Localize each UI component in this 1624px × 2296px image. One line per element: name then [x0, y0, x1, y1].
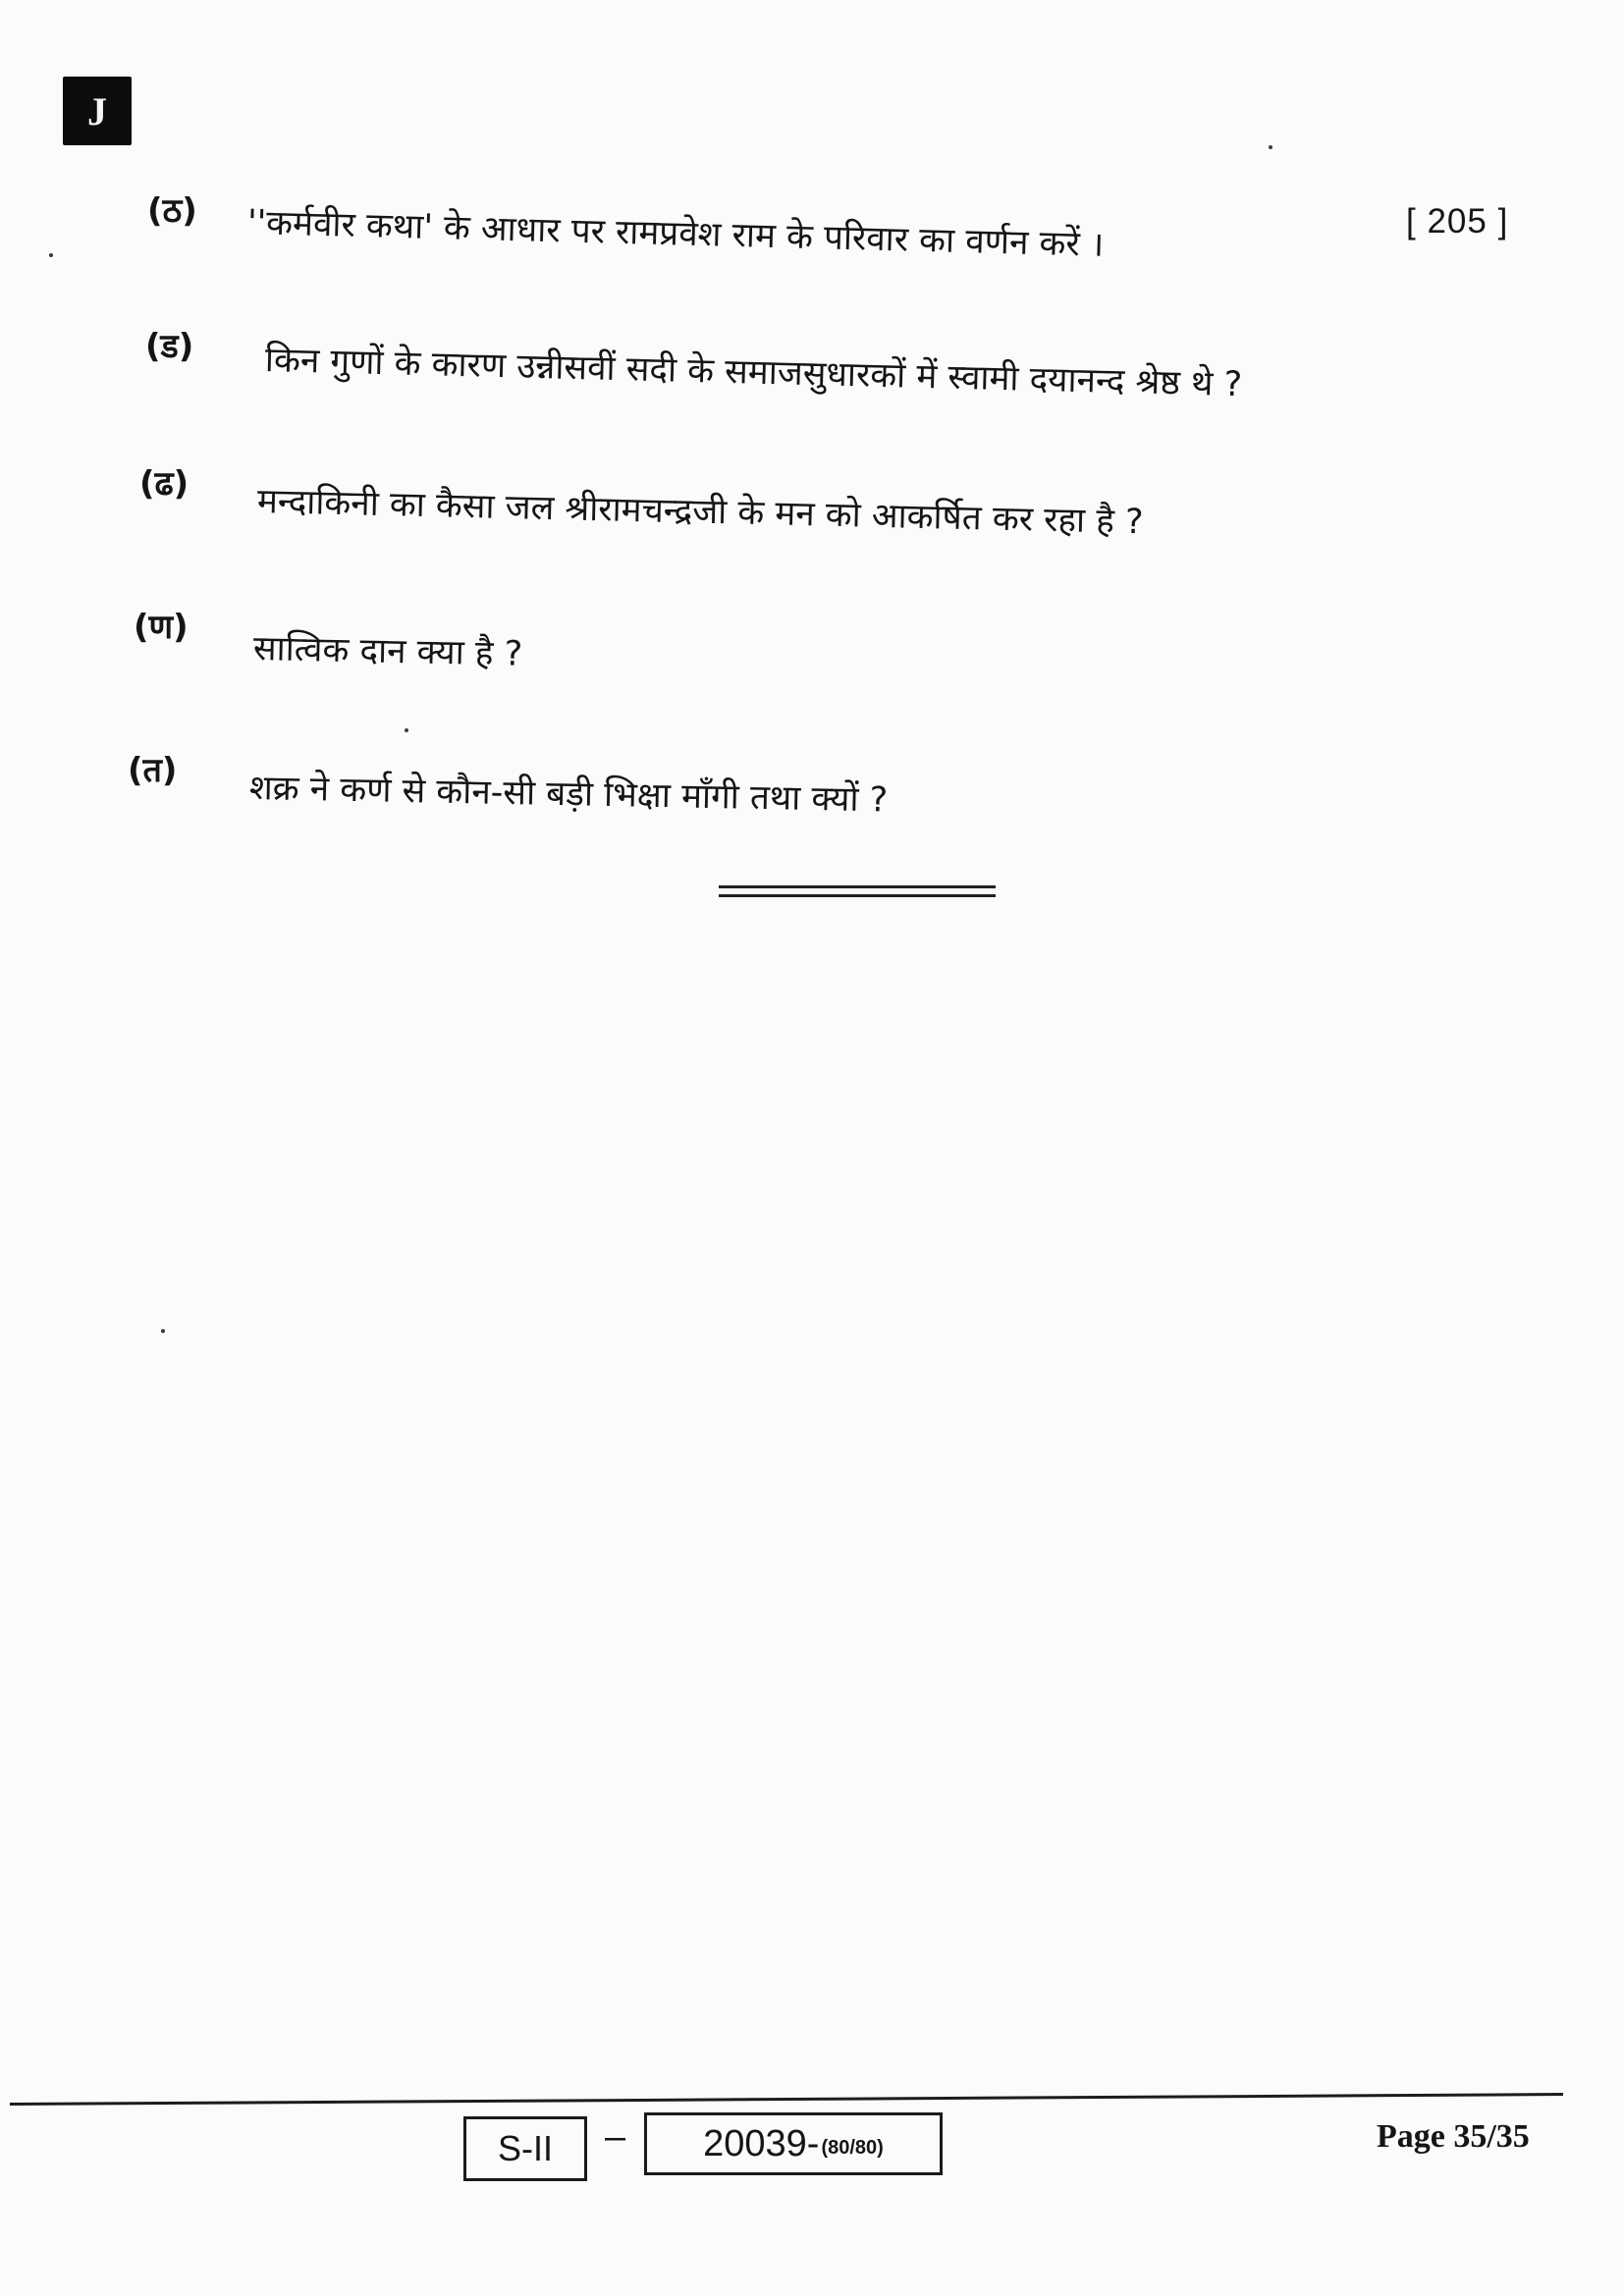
scan-speck	[49, 253, 53, 257]
question-item	[0, 738, 1624, 827]
paper-code: 20039-	[703, 2122, 820, 2164]
scan-speck	[1269, 145, 1272, 149]
question-text: मन्दाकिनी का कैसा जल श्रीरामचन्द्रजी के मन को आकर्षित कर रहा है ?	[256, 482, 1144, 543]
scan-speck	[405, 728, 408, 732]
question-label: (ठ)	[147, 191, 197, 231]
series-box	[463, 2116, 587, 2181]
question-text: किन गुणों के कारण उन्नीसवीं सदी के समाजसुधारकों में स्वामी दयानन्द श्रेष्ठ थे ?	[264, 341, 1243, 405]
question-text: सात्विक दान क्या है ?	[252, 629, 523, 674]
question-item	[0, 177, 1624, 265]
paper-code-suffix: (80/80)	[821, 2136, 884, 2159]
question-text: शक्र ने कर्ण से कौन-सी बड़ी भिक्षा माँगी तथा क्यों ?	[248, 769, 889, 821]
set-badge: J	[63, 77, 132, 145]
footer-separator: –	[605, 2116, 626, 2158]
question-label: (ड)	[145, 327, 194, 366]
question-label: (त)	[128, 751, 178, 790]
question-label: (ढ)	[139, 464, 189, 504]
footer-rule	[10, 2093, 1563, 2106]
marks-label: [ 205 ]	[1406, 202, 1509, 240]
page-number: Page 35/35	[1377, 2118, 1530, 2155]
paper-code-box	[644, 2112, 943, 2175]
question-item	[0, 591, 1624, 679]
question-label: (ण)	[134, 608, 189, 647]
question-item	[0, 314, 1624, 405]
series-label: S-II	[497, 2128, 553, 2168]
question-text: ''कर्मवीर कथा' के आधार पर रामप्रवेश राम के परिवार का वर्णन करें ।	[246, 203, 1105, 265]
end-of-paper-rule	[719, 885, 996, 897]
question-item	[0, 452, 1624, 543]
scan-speck	[161, 1329, 165, 1333]
